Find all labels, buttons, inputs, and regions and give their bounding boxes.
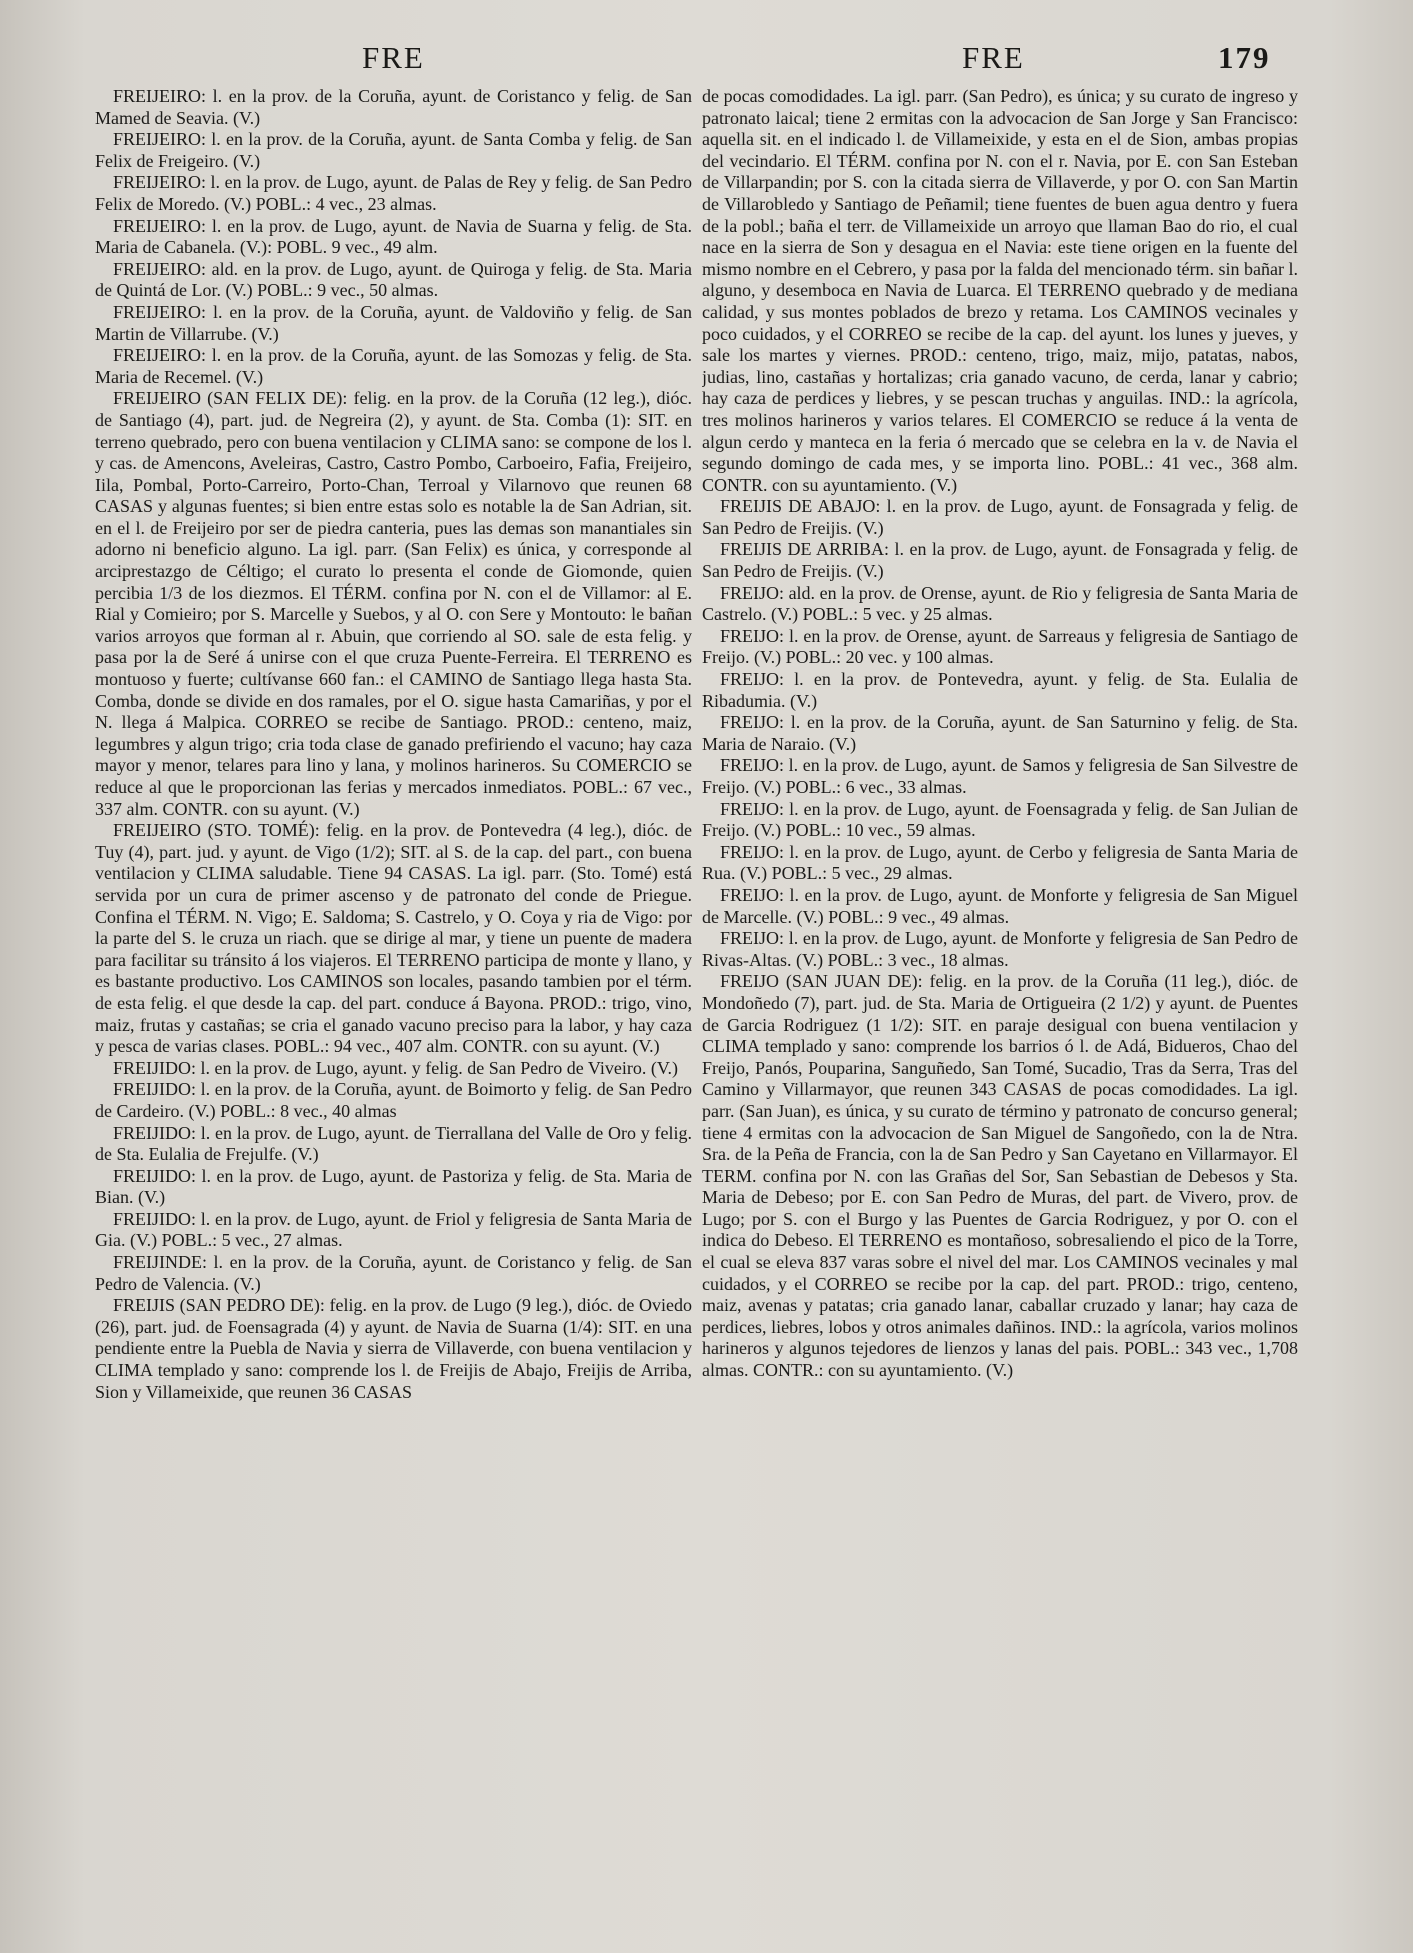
entry-paragraph: FREIJO: l. en la prov. de Pontevedra, ayunt. y felig. de Sta. Eulalia de Ribadumia. (V.) [702, 669, 1298, 711]
entry-paragraph: FREIJEIRO: l. en la prov. de Lugo, ayunt. de Palas de Rey y felig. de San Pedro Felix de Moredo. (V.) POBL.: 4 vec., 23 almas. [95, 172, 692, 214]
entry-paragraph: FREIJEIRO (SAN FELIX DE): felig. en la prov. de la Coruña (12 leg.), dióc. de Santiago (4), part. jud. de Negreira (2), y ayunt. de Sta. Comba (1): SIT. en terreno quebrado, pero con buena ventilacion y CLIMA sano: se compone de los l. y cas. de Amencons, Aveleiras, Castro, Castro Pombo, Carboeiro, Fafia, Freijeiro, Iila, Pombal, Porto-Carreiro, Porto-Chan, Terroal y Vilarnovo que reunen 68 CASAS y algunas fuentes; si bien entre estas solo es notable la de San Adrian, sit. en el l. de Freijeiro por ser de piedra canteria, pues las demas son manantiales sin adorno ni beneficio alguno. La igl. parr. (San Felix) es única, y corresponde al arciprestazgo de Céltigo; el curato lo presenta el conde de Giomonde, quien percibia 1/3 de los diezmos. El TÉRM. confina por N. con el de Villamor: al E. Rial y Comieiro; por S. Marcelle y Suebos, y al O. con Sere y Montouto: le bañan varios arroyos que forman al r. Abuin, que corriendo al SO. sale de esta felig. y pasa por la de Seré á unirse con el que cruza Puente-Ferreira. El TERRENO es montuoso y fuerte; cultívanse 660 fan.: el CAMINO de Santiago llega hasta Sta. Comba, donde se divide en dos ramales, por el O. sigue hasta Camariñas, y por el N. llega á Malpica. CORREO se recibe de Santiago. PROD.: centeno, maiz, legumbres y algun trigo; cria toda clase de ganado prefiriendo el vacuno; hay caza mayor y menor, telares para lino y lana, y molinos harineros. Su COMERCIO se reduce al que le proporcionan las ferias y mercados inmediatos. POBL.: 67 vec., 337 alm. CONTR. con su ayunt. (V.) [95, 388, 692, 819]
entry-paragraph: FREIJEIRO: l. en la prov. de la Coruña, ayunt. de Coristanco y felig. de San Mamed de Seavia. (V.) [95, 86, 692, 128]
entry-paragraph: FREIJEIRO: l. en la prov. de Lugo, ayunt. de Navia de Suarna y felig. de Sta. Maria de Cabanela. (V.): POBL. 9 vec., 49 alm. [95, 215, 692, 258]
entry-paragraph: FREIJEIRO: l. en la prov. de la Coruña, ayunt. de Valdoviño y felig. de San Martin de Villarrube. (V.) [95, 301, 692, 344]
entry-paragraph: FREIJIDO: l. en la prov. de Lugo, ayunt. y felig. de San Pedro de Viveiro. (V.) [113, 1057, 678, 1078]
right-column [702, 86, 1298, 1916]
running-head-right: FRE [962, 40, 1025, 75]
entry-paragraph: FREIJIDO: l. en la prov. de Lugo, ayunt. de Tierrallana del Valle de Oro y felig. de Sta. Eulalia de Frejulfe. (V.) [95, 1122, 692, 1165]
entry-paragraph: FREIJO (SAN JUAN DE): felig. en la prov. de la Coruña (11 leg.), dióc. de Mondoñedo (7), part. jud. de Sta. Maria de Ortigueira (2 1/2) y ayunt. de Puentes de Garcia Rodriguez (1 1/2): SIT. en paraje desigual con buena ventilacion y CLIMA templado y sano: comprende los barrios ó l. de Adá, Bidueros, Chao del Freijo, Panós, Pouparina, Sanguñedo, San Tomé, Sucadio, Tras da Serra, Tras del Camino y Villarmayor, que reunen 343 CASAS de pocas comodidades. La igl. parr. (San Juan), es única, y su curato de término y patronato de concurso general; tiene 4 ermitas con la advocacion de San Miguel de Sangoñedo, con la de Ntra. Sra. de la Peña de Francia, con la de San Pedro y San Cayetano en Villarmayor. El TERM. confina por N. con las Grañas del Sor, San Sebastian de Debesos y Sta. Maria de Debeso; por E. con San Pedro de Muras, del part. de Vivero, prov. de Lugo; por S. con el Burgo y las Puentes de Garcia Rodriguez, y por O. con el indica do Debeso. El TERRENO es montañoso, sobresaliendo el pico de la Torre, el cual se eleva 837 varas sobre el nivel del mar. Los CAMINOS vecinales y mal cuidados, y el CORREO se recibe por la cap. del part. PROD.: trigo, centeno, maiz, avenas y patatas; cria ganado lanar, caballar cruzado y lanar; hay caza de perdices, liebres, lobos y otros animales dañinos. IND.: la agrícola, varios molinos harineros y algunos tejedores de lienzos y lanas del pais. POBL.: 343 vec., 1,708 almas. CONTR.: con su ayuntamiento. (V.) [702, 971, 1298, 1381]
entry-paragraph: FREIJO: ald. en la prov. de Orense, ayunt. de Rio y feligresia de Santa Maria de Castrelo. (V.) POBL.: 5 vec. y 25 almas. [702, 582, 1298, 625]
entry-paragraph: FREIJO: l. en la prov. de la Coruña, ayunt. de San Saturnino y felig. de Sta. Maria de Naraio. (V.) [702, 712, 1298, 754]
entry-paragraph: de pocas comodidades. La igl. parr. (San Pedro), es única; y su curato de ingreso y patronato laical; tiene 2 ermitas con la advocacion de San Jorge y San Francisco: aquella sit. en el indicado l. de Villameixide, y esta en el de Sion, ambas propias del vecindario. El TÉRM. confina por N. con el r. Navia, por E. con San Esteban de Villarpandin; por S. con la citada sierra de Villaverde, y por O. con San Martin de Villarobledo y Santiago de Peñamil; tiene fuentes de buen agua dentro y fuera de la pobl.; baña el terr. de Villameixide un arroyo que llaman Bao do rio, el cual nace en la sierra de Son y desagua en el Navia: este tiene origen en la fuente del mismo nombre en el Cebrero, y pasa por la falda del mencionado térm. sin bañar l. alguno, y desemboca en Navia de Luarca. El TERRENO quebrado y de mediana calidad, y sus montes poblados de brezo y retama. Los CAMINOS vecinales y poco cuidados, y el CORREO se recibe de la cap. del ayunt. los lunes y jueves, y sale los martes y viernes. PROD.: centeno, trigo, maiz, mijo, patatas, nabos, judias, lino, castañas y hortalizas; cria ganado vacuno, de cerda, lanar y cabrio; hay caza de perdices y liebres, y se pescan truchas y anguilas. IND.: la agrícola, tres molinos harineros y varios telares. El COMERCIO se reduce á la venta de algun cerdo y manteca en la feria ó mercado que se celebra en la v. de Navia el segundo domingo de cada mes, y se importa lino. POBL.: 41 vec., 368 alm. CONTR. con su ayuntamiento. (V.) [702, 86, 1298, 495]
entry-paragraph: FREIJIS DE ABAJO: l. en la prov. de Lugo, ayunt. de Fonsagrada y felig. de San Pedro de Freijis. (V.) [702, 496, 1298, 538]
entry-paragraph: FREIJINDE: l. en la prov. de la Coruña, ayunt. de Coristanco y felig. de San Pedro de Valencia. (V.) [95, 1252, 692, 1294]
entry-paragraph: FREIJEIRO: l. en la prov. de la Coruña, ayunt. de Santa Comba y felig. de San Felix de Freigeiro. (V.) [95, 129, 692, 171]
left-column [95, 86, 692, 1916]
entry-paragraph: FREIJIDO: l. en la prov. de Lugo, ayunt. de Pastoriza y felig. de Sta. Maria de Bian. (V.) [95, 1165, 692, 1208]
page-number: 179 [1218, 40, 1271, 75]
running-head-left: FRE [362, 40, 425, 75]
entry-paragraph: FREIJIDO: l. en la prov. de Lugo, ayunt. de Friol y feligresia de Santa Maria de Gia. (V.) POBL.: 5 vec., 27 almas. [95, 1208, 692, 1251]
entry-paragraph: FREIJIS (SAN PEDRO DE): felig. en la prov. de Lugo (9 leg.), dióc. de Oviedo (26), part. jud. de Foensagrada (4) y ayunt. de Navia de Suarna (1/4): SIT. en una pendiente entre la Puebla de Navia y sierra de Villaverde, con buena ventilacion y CLIMA templado y sano: comprende los l. de Freijis de Abajo, Freijis de Arriba, Sion y Villameixide, que reunen 36 CASAS [95, 1295, 692, 1402]
entry-paragraph: FREIJEIRO: ald. en la prov. de Lugo, ayunt. de Quiroga y felig. de Sta. Maria de Quintá de Lor. (V.) POBL.: 9 vec., 50 almas. [95, 258, 692, 301]
entry-paragraph: FREIJO: l. en la prov. de Lugo, ayunt. de Foensagrada y felig. de San Julian de Freijo. (V.) POBL.: 10 vec., 59 almas. [702, 798, 1298, 841]
entry-paragraph: FREIJO: l. en la prov. de Orense, ayunt. de Sarreaus y feligresia de Santiago de Freijo. (V.) POBL.: 20 vec. y 100 almas. [702, 625, 1298, 668]
entry-paragraph: FREIJO: l. en la prov. de Lugo, ayunt. de Cerbo y feligresia de Santa Maria de Rua. (V.) POBL.: 5 vec., 29 almas. [702, 841, 1298, 884]
entry-paragraph: FREIJIDO: l. en la prov. de la Coruña, ayunt. de Boimorto y felig. de San Pedro de Cardeiro. (V.) POBL.: 8 vec., 40 almas [95, 1079, 692, 1121]
entry-paragraph: FREIJEIRO (STO. TOMÉ): felig. en la prov. de Pontevedra (4 leg.), dióc. de Tuy (4), part. jud. y ayunt. de Vigo (1/2); SIT. al S. de la cap. del part., con buena ventilacion y CLIMA saludable. Tiene 94 CASAS. La igl. parr. (Sto. Tomé) está servida por un cura de primer ascenso y de patronato del conde de Priegue. Confina el TÉRM. N. Vigo; E. Saldoma; S. Castrelo, y O. Coya y ria de Vigo: por la parte del S. le cruza un riach. que se dirige al mar, y tiene un puente de madera para facilitar su tránsito á los viajeros. El TERRENO participa de monte y llano, y es bastante productivo. Los CAMINOS son locales, pasando tambien por el térm. de esta felig. el que desde la cap. del part. conduce á Bayona. PROD.: trigo, vino, maiz, frutas y castañas; se cria el ganado vacuno preciso para la labor, y hay caza y pesca de varias clases. POBL.: 94 vec., 407 alm. CONTR. con su ayunt. (V.) [95, 820, 692, 1057]
entry-paragraph: FREIJO: l. en la prov. de Lugo, ayunt. de Monforte y feligresia de San Pedro de Rivas-Altas. (V.) POBL.: 3 vec., 18 almas. [702, 928, 1298, 970]
entry-paragraph: FREIJO: l. en la prov. de Lugo, ayunt. de Samos y feligresia de San Silvestre de Freijo. (V.) POBL.: 6 vec., 33 almas. [702, 755, 1298, 797]
entry-paragraph: FREIJIS DE ARRIBA: l. en la prov. de Lugo, ayunt. de Fonsagrada y felig. de San Pedro de Freijis. (V.) [702, 539, 1298, 582]
entry-paragraph: FREIJEIRO: l. en la prov. de la Coruña, ayunt. de las Somozas y felig. de Sta. Maria de Recemel. (V.) [95, 345, 692, 387]
entry-paragraph: FREIJO: l. en la prov. de Lugo, ayunt. de Monforte y feligresia de San Miguel de Marcelle. (V.) POBL.: 9 vec., 49 almas. [702, 884, 1298, 927]
